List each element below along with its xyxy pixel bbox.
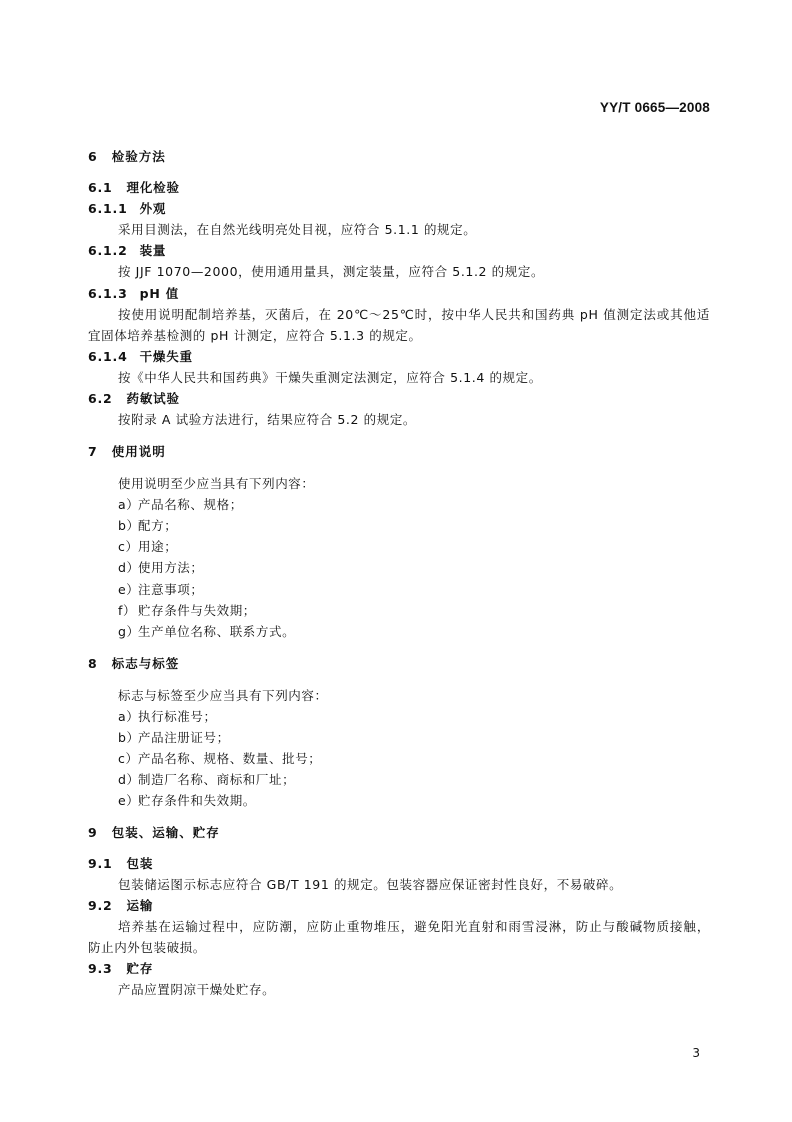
- list-item-label: a）: [118, 709, 140, 724]
- list-item-text: 产品注册证号；: [138, 730, 230, 745]
- section-number: 8: [88, 656, 98, 671]
- list-item-text: 执行标准号；: [138, 709, 217, 724]
- section-6-1-heading: [88, 180, 180, 196]
- section-6-1-3-heading: [88, 286, 179, 302]
- paragraph: 产品应置阴凉干燥处贮存。: [118, 982, 276, 997]
- section-title: 包装: [126, 856, 154, 871]
- list-item: [118, 497, 243, 513]
- list-item-label: c）: [118, 539, 139, 554]
- list-item-label: d）: [118, 560, 140, 575]
- section-title: 装量: [139, 243, 167, 258]
- section-9-2-heading: [88, 898, 153, 914]
- list-item: [118, 793, 256, 809]
- section-title: 理化检验: [126, 180, 180, 195]
- list-item: [118, 730, 230, 746]
- list-intro: 使用说明至少应当具有下列内容：: [118, 476, 315, 491]
- list-item-text: 产品名称、规格、数量、批号；: [138, 751, 322, 766]
- section-6-2-heading: [88, 391, 180, 407]
- list-item: [118, 560, 204, 576]
- section-title: 药敏试验: [126, 391, 180, 406]
- section-title: pH 值: [139, 286, 180, 301]
- list-item: [118, 582, 204, 598]
- list-item-label: e）: [118, 582, 140, 597]
- paragraph-line: 防止内外包装破损。: [88, 940, 206, 955]
- section-7-heading: [88, 444, 166, 460]
- section-8-heading: [88, 656, 179, 672]
- list-item-label: b）: [118, 730, 140, 745]
- list-item-text: 配方；: [138, 518, 178, 533]
- list-item-text: 用途；: [138, 539, 178, 554]
- paragraph-line: 培养基在运输过程中，应防潮，应防止重物堆压，避免阳光直射和雨雪浸淋，防止与酸碱物质接触，: [118, 919, 710, 934]
- list-item-text: 产品名称、规格；: [138, 497, 243, 512]
- section-9-1-heading: [88, 856, 153, 872]
- section-6-1-4-heading: [88, 349, 193, 365]
- paragraph: 按 JJF 1070—2000，使用通用量具，测定装量，应符合 5.1.2 的规定。: [118, 264, 545, 279]
- list-item: [118, 772, 295, 788]
- list-item-label: d）: [118, 772, 140, 787]
- section-9-heading: [88, 825, 220, 841]
- list-item: [118, 709, 217, 725]
- section-6-1-1-heading: [88, 201, 166, 217]
- section-9-3-heading: [88, 961, 153, 977]
- section-6-heading: [88, 149, 166, 165]
- section-number: 7: [88, 444, 98, 459]
- section-title: 使用说明: [111, 444, 166, 459]
- list-item-text: 制造厂名称、商标和厂址；: [138, 772, 296, 787]
- list-item-label: a）: [118, 497, 140, 512]
- paragraph: 采用目测法，在自然光线明亮处目视，应符合 5.1.1 的规定。: [118, 222, 477, 237]
- section-title: 外观: [139, 201, 167, 216]
- paragraph: 按附录 A 试验方法进行，结果应符合 5.2 的规定。: [118, 412, 417, 427]
- section-number: 6.2: [88, 391, 113, 406]
- section-number: 9.3: [88, 961, 113, 976]
- section-number: 6.1.1: [88, 201, 128, 216]
- list-item-text: 使用方法；: [138, 560, 204, 575]
- section-number: 6.1: [88, 180, 113, 195]
- section-number: 9.2: [88, 898, 113, 913]
- section-title: 贮存: [126, 961, 154, 976]
- section-number: 6.1.4: [88, 349, 128, 364]
- section-number: 9: [88, 825, 98, 840]
- list-item-text: 注意事项；: [138, 582, 204, 597]
- list-item-text: 生产单位名称、联系方式。: [138, 624, 296, 639]
- page-number: 3: [692, 1046, 700, 1060]
- list-item-label: c）: [118, 751, 139, 766]
- list-item-label: e）: [118, 793, 140, 808]
- section-number: 6: [88, 149, 98, 164]
- section-title: 检验方法: [111, 149, 166, 164]
- section-6-1-2-heading: [88, 243, 166, 259]
- list-item-label: f）: [118, 603, 137, 618]
- section-title: 包装、运输、贮存: [111, 825, 220, 840]
- list-item: [118, 751, 321, 767]
- section-title: 标志与标签: [111, 656, 180, 671]
- list-item-label: b）: [118, 518, 140, 533]
- list-intro: 标志与标签至少应当具有下列内容：: [118, 688, 328, 703]
- paragraph: 按《中华人民共和国药典》干燥失重测定法测定，应符合 5.1.4 的规定。: [118, 370, 542, 385]
- list-item-label: g）: [118, 624, 140, 639]
- paragraph: 包装储运图示标志应符合 GB/T 191 的规定。包装容器应保证密封性良好，不易破碎。: [118, 877, 623, 892]
- list-item: [118, 539, 177, 555]
- paragraph-line: 宜固体培养基检测的 pH 计测定，应符合 5.1.3 的规定。: [88, 328, 422, 343]
- section-number: 6.1.3: [88, 286, 128, 301]
- list-item-text: 贮存条件与失效期；: [138, 603, 256, 618]
- paragraph-line: 按使用说明配制培养基，灭菌后，在 20℃～25℃时，按中华人民共和国药典 pH 值测定法或其他适: [118, 307, 710, 322]
- section-number: 6.1.2: [88, 243, 128, 258]
- section-title: 运输: [126, 898, 154, 913]
- list-item-text: 贮存条件和失效期。: [138, 793, 256, 808]
- list-item: [118, 603, 256, 619]
- section-number: 9.1: [88, 856, 113, 871]
- list-item: [118, 624, 295, 640]
- list-item: [118, 518, 177, 534]
- standard-code: YY/T 0665—2008: [599, 100, 710, 115]
- section-title: 干燥失重: [139, 349, 193, 364]
